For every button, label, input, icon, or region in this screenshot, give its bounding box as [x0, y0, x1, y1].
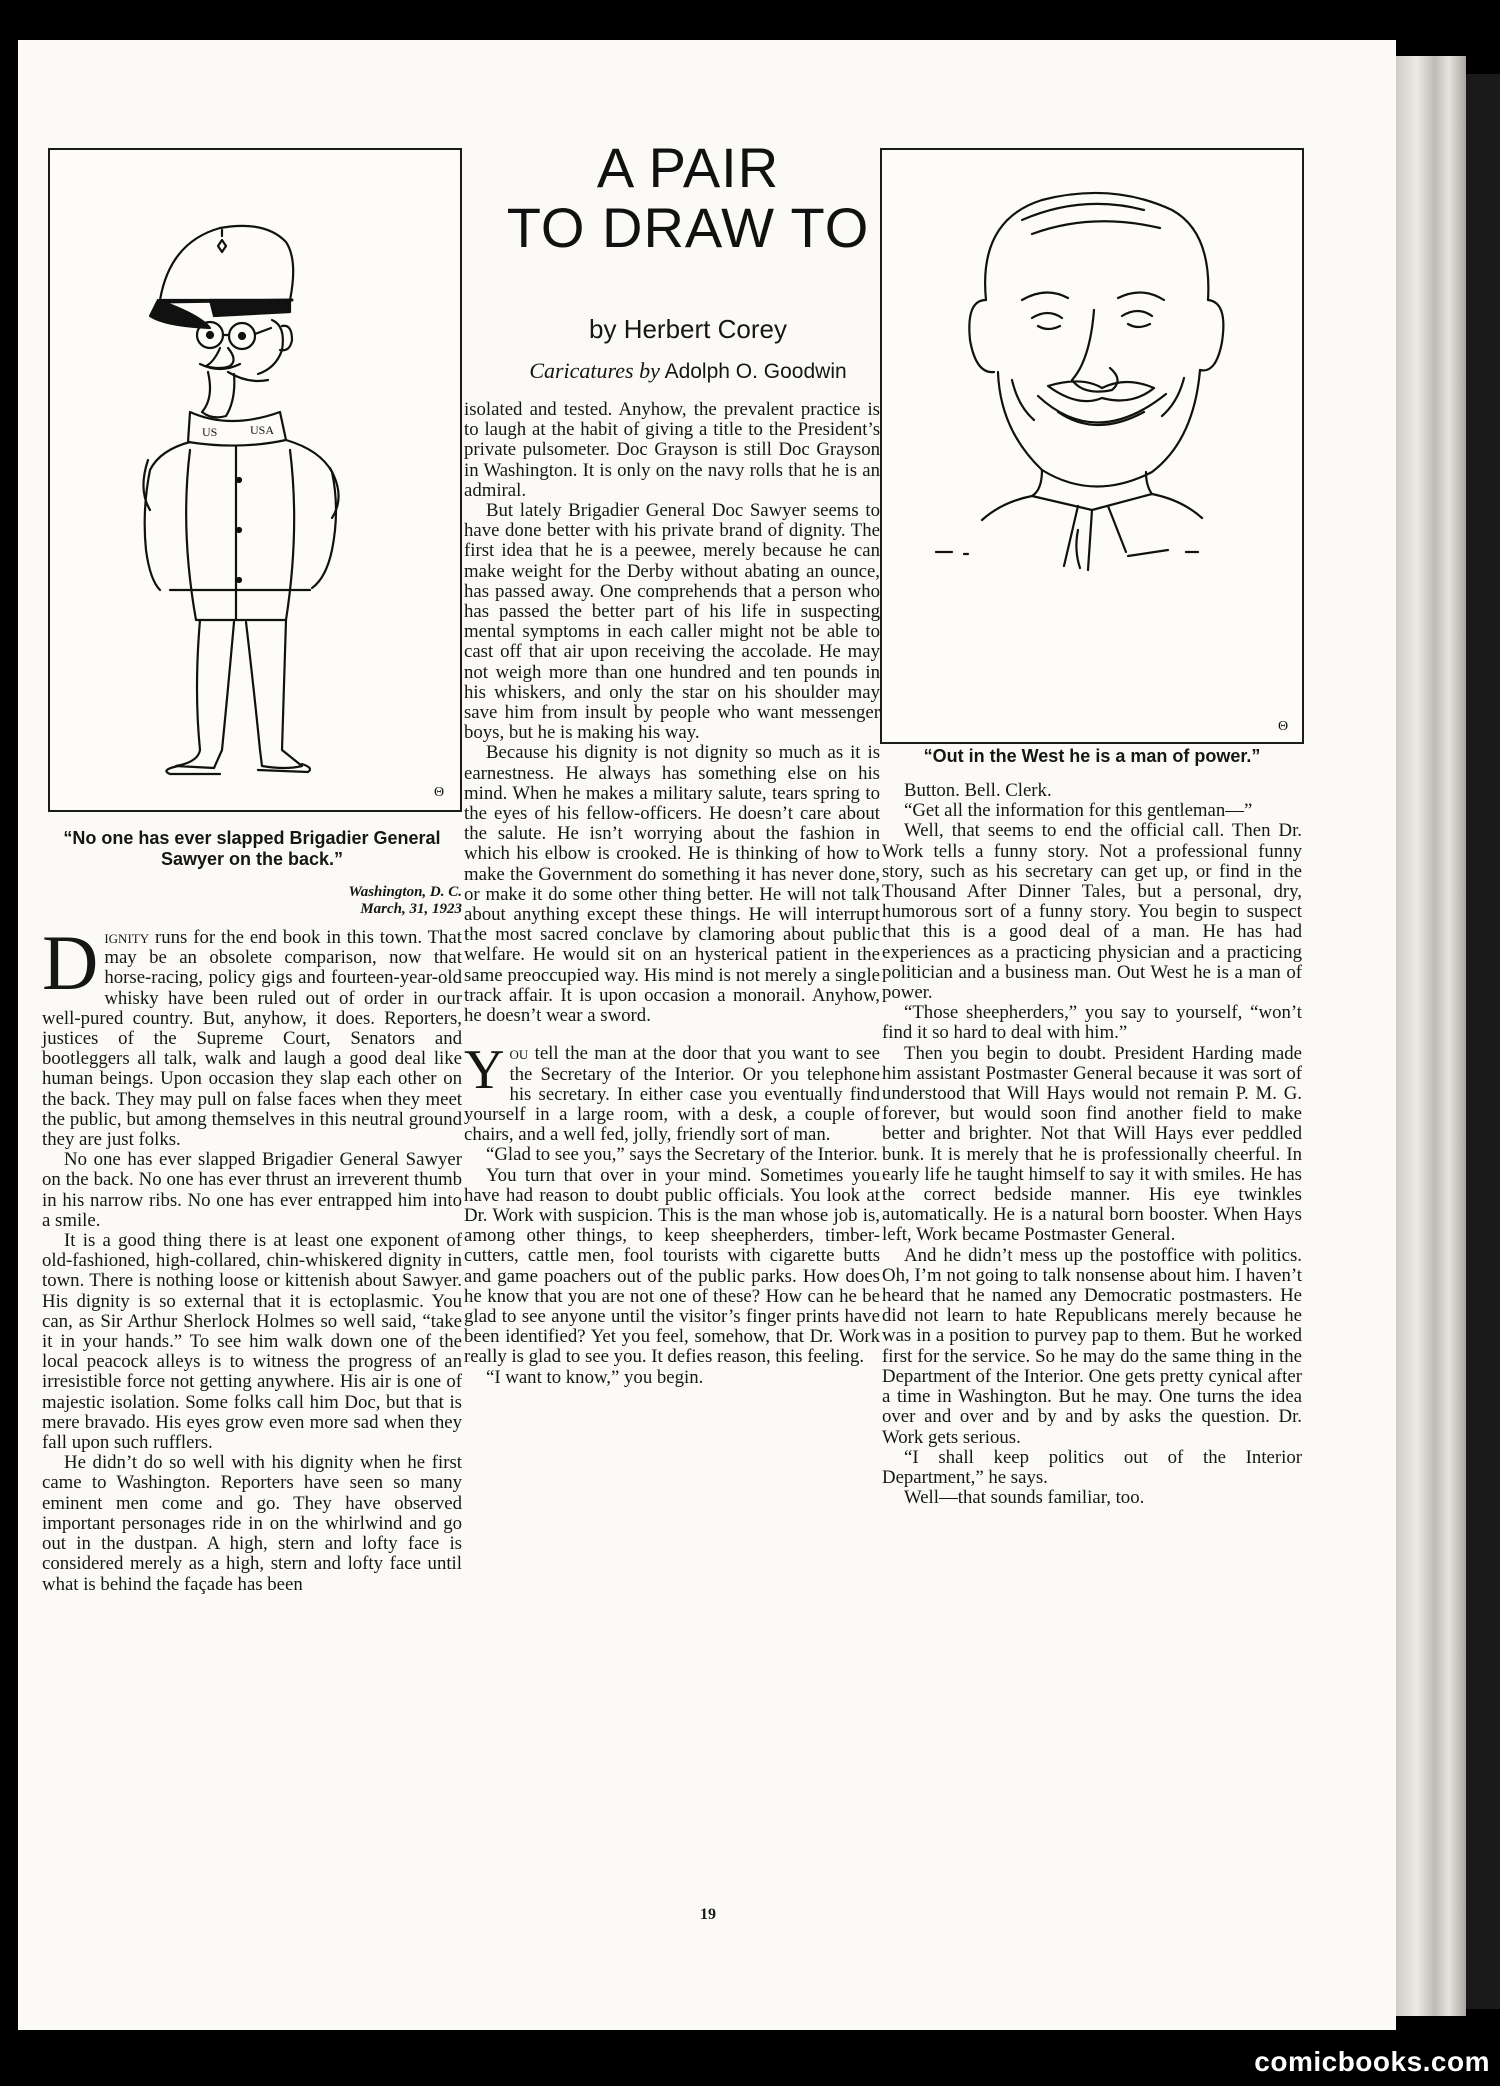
- paragraph: [464, 1039, 880, 1146]
- page-number: 19: [700, 1906, 716, 1923]
- paragraph: “I want to know,” you begin.: [486, 1366, 704, 1388]
- book-binding: [1396, 56, 1466, 2016]
- dateline: [42, 884, 462, 918]
- column-1: [42, 810, 462, 1595]
- paragraph: [42, 919, 462, 1151]
- svg-text:US: US: [202, 425, 218, 439]
- dateline-place: Washington, D. C.: [348, 884, 462, 900]
- section-break: [464, 1026, 880, 1044]
- sawyer-caricature: [50, 150, 460, 810]
- left-caption: “No one has ever slapped Brigadier General Sawyer on the back.”: [63, 828, 441, 869]
- paragraph-text: runs for the end book in this town. That may be an obsolete comparison, now that horse-racing, policy gigs and fourteen-year-old whisky have been ruled out of order in our well-pured country. But, anyhow, it does. Reporters, justices of the Supreme Court, Senators and bootleggers all talk, walk and laugh a good deal like human beings. Upon occasion they slap each other on the back. They may pull on false faces when they meet the public, but among themselves in this neutral ground they are just folks.: [42, 927, 462, 1151]
- paragraph: You turn that over in your mind. Sometimes you have had reason to doubt public officials. You look at Dr. Work with suspicion. This is the man whose job is, among other things, to keep sheepherders, timber-cutters, cattle men, fool tourists with cigarette butts and game poachers out of the public parks. How does he know that you are not one of these? How can he be glad to see anyone until the visitor’s finger prints have been identified? Yet you feel, somehow, that Dr. Work really is glad to see you. It defies reason, this feeling.: [464, 1164, 880, 1368]
- book-edge: [1466, 74, 1500, 2009]
- svg-text:USA: USA: [250, 423, 275, 437]
- work-caricature: [882, 150, 1302, 742]
- title-line-2: TO DRAW TO: [506, 196, 870, 259]
- paragraph: “Get all the information for this gentleman—”: [904, 800, 1253, 822]
- right-artist-monogram: Θ: [1278, 719, 1289, 734]
- credits-label: Caricatures by: [529, 358, 660, 383]
- paragraph: It is a good thing there is at least one exponent of old-fashioned, high-collared, chin-whiskered dignity in town. There is nothing loose or kittenish about Sawyer. His dignity is so external that it is ectoplasmic. You can, as Sir Arthur Sherlock Holmes so well said, “take it in your hands.” To see him walk down one of the local peacock alleys is to witness the progress of an irresistible force not getting anywhere. His air is one of majestic isolation. Some folks call him Doc, but that is mere bravado. His eyes grow even more sad when they fall upon such rufflers.: [42, 1230, 462, 1454]
- paragraph: isolated and tested. Anyhow, the prevalent practice is to laugh at the habit of giving a title to the President’s private pulsometer. Doc Grayson is still Doc Grayson in Washington. It is only on the navy rolls that he is an admiral.: [464, 399, 880, 501]
- column-2: [464, 400, 880, 1388]
- paragraph: No one has ever slapped Brigadier General Sawyer on the back. No one has ever thrust an irreverent thumb in his narrow ribs. No one has ever entrapped him into a smile.: [42, 1149, 462, 1231]
- paragraph: “Glad to see you,” says the Secretary of the Interior.: [486, 1144, 878, 1166]
- dateline-date: March, 31, 1923: [360, 901, 462, 917]
- paragraph-text: tell the man at the door that you want to see the Secretary of the Interior. Or you telephone his secretary. In either case you eventually find yourself in a large room, with a desk, a couple of chairs, and a well fed, jolly, friendly sort of man.: [464, 1043, 880, 1146]
- paragraph: “I shall keep politics out of the Interior Department,” he says.: [882, 1446, 1302, 1488]
- paragraph: Well—that sounds familiar, too.: [904, 1487, 1145, 1509]
- right-caricature-frame: [880, 148, 1304, 744]
- byline: by Herbert Corey: [589, 314, 787, 344]
- credits-name: Adolph O. Goodwin: [664, 360, 847, 383]
- paragraph: Then you begin to doubt. President Harding made him assistant Postmaster General because it was sort of understood that Will Hays would not remain P. M. G. forever, but would soon find another field to make better and brighter. Not that Will Hays ever peddled bunk. It is merely that he is professionally cheerful. In early life he taught himself to say it with smiles. He has the correct bedside manner. His eye twinkles automatically. He is a natural born booster. When Hays left, Work became Postmaster General.: [882, 1042, 1302, 1246]
- caricature-credits: [458, 358, 918, 384]
- paragraph: He didn’t do so well with his dignity when he first came to Washington. Reporters have seen so many eminent men come and go. They have observed important personages ride in on the whirlwind and go out in the dustpan. A high, stern and lofty face is considered merely as a high, stern and lofty face until what is behind the façade has been: [42, 1452, 462, 1595]
- drop-cap: Y: [464, 1039, 505, 1102]
- watermark: comicbooks.com: [1254, 2046, 1490, 2077]
- paragraph: And he didn’t mess up the postoffice with politics. Oh, I’m not going to talk nonsense about him. I haven’t heard that he named any Democratic postmasters. He did not learn to hate Republicans merely because he was in a position to purvey pap to them. But he worked first for the service. So he may do the same thing in the Department of the Interior. One gets pretty cynical after a time in Washington. But he may. One turns the idea over and over and by and by asks the question. Dr. Work gets serious.: [882, 1244, 1302, 1448]
- article-title: [458, 138, 918, 258]
- paragraph: Because his dignity is not dignity so much as it is earnestness. He always has something else on his mind. When he makes a military salute, tears spring to the eyes of his fellow-officers. He doesn’t care about the salute. He isn’t worrying about the fashion in which his elbow is crooked. He is thinking of how to make the Government do something it has never done, or make it do some other thing better. He will not talk about anything except these things. He will interrupt the most sacred conclave by clamoring about public welfare. He would sit on an hysterical patient in the same preoccupied way. His mind is not merely a single track affair. It is upon occasion a monorail. Anyhow, he doesn’t wear a sword.: [464, 742, 880, 1027]
- left-artist-monogram: Θ: [434, 785, 445, 800]
- paragraph: Button. Bell. Clerk.: [904, 780, 1052, 801]
- right-caption: “Out in the West he is a man of power.”: [923, 746, 1261, 766]
- paragraph: “Those sheepherders,” you say to yourself, “won’t find it so hard to deal with him.”: [882, 1002, 1302, 1044]
- paragraph: Well, that seems to end the official call. Then Dr. Work tells a funny story. Not a professional funny story, such as his secretary can get up, or find in the Thousand After Dinner Tales, but a personal, dry, humorous sort of a funny story. You begin to suspect that this is a good deal of a man. He has had experiences as a practicing physician and a practicing politician and a business man. Out West he is a man of power.: [882, 820, 1302, 1004]
- small-caps-lead: ou: [509, 1043, 529, 1065]
- column-3: [882, 746, 1302, 1508]
- left-caricature-frame: [48, 148, 462, 812]
- title-line-1: A PAIR: [596, 136, 780, 199]
- paragraph: But lately Brigadier General Doc Sawyer seems to have done better with his private brand of dignity. The first idea that he is a peewee, merely because he can make weight for the Derby without abating an ounce, has passed away. One comprehends that a person who has passed the better part of his life in suspecting mental symptoms in each caller might not be able to cast off that air upon receiving the accolade. He may not weigh more than one hundred and ten pounds in his whiskers, and only the star on his shoulder may save him from insult by people who want messenger boys, but he is making his way.: [464, 500, 880, 744]
- drop-cap: D: [42, 919, 99, 1006]
- small-caps-lead: ignity: [104, 927, 150, 948]
- magazine-page: [18, 40, 1396, 2030]
